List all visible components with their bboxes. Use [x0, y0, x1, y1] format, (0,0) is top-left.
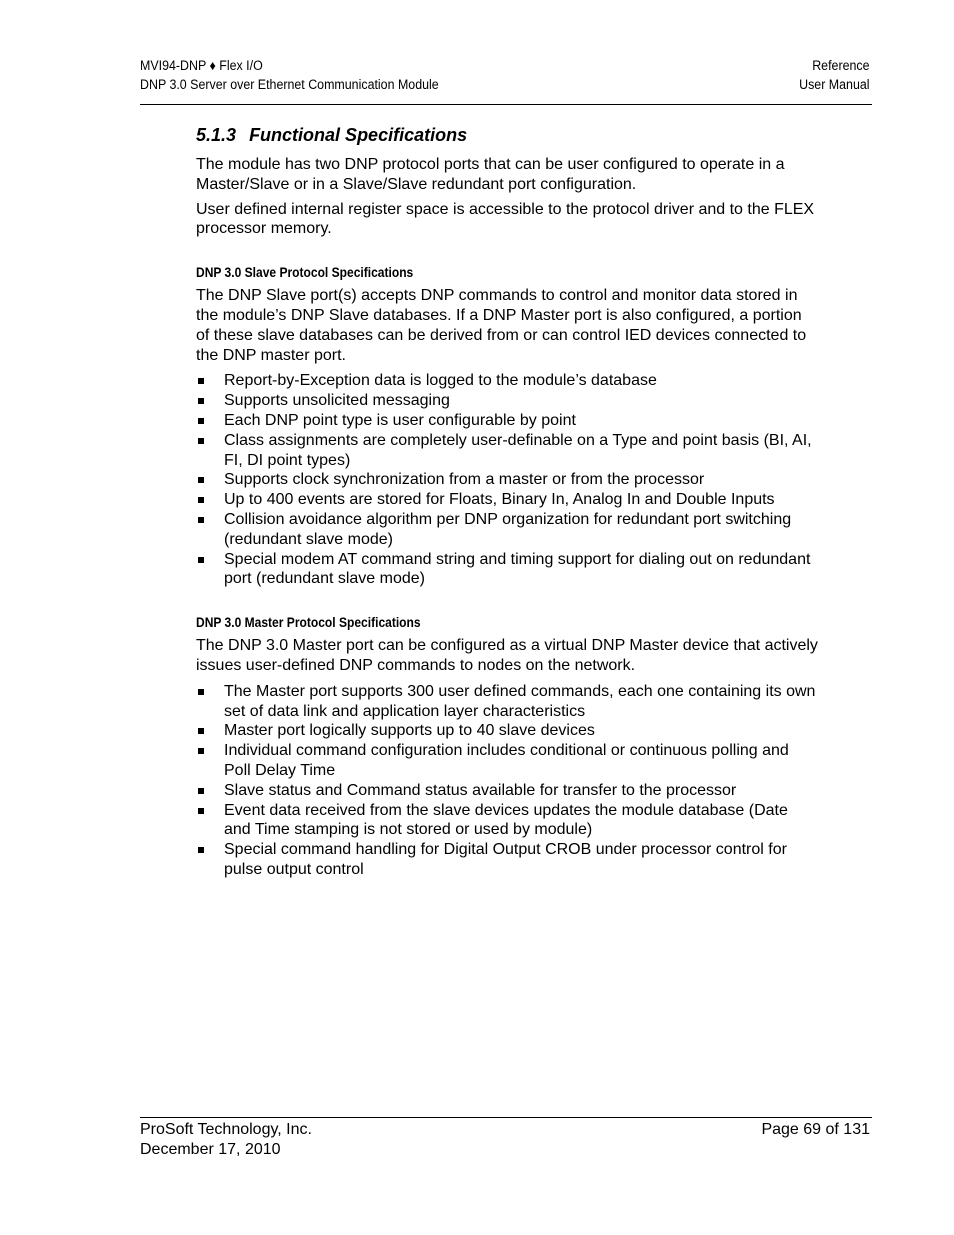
list-item-text: Supports unsolicited messaging [224, 392, 450, 410]
list-item-text: Up to 400 events are stored for Floats, Binary In, Analog In and Double Inputs [224, 491, 775, 509]
footer-company: ProSoft Technology, Inc. [140, 1121, 312, 1138]
list-item-text: Supports clock synchronization from a master or from the processor [224, 471, 705, 489]
list-item [196, 411, 818, 431]
page-content [196, 124, 818, 880]
bullet-icon [198, 438, 204, 444]
master-specs-list [196, 682, 818, 880]
bullet-icon [198, 748, 204, 754]
intro-paragraph: User defined internal register space is accessible to the protocol driver and to the FLEX processor memory. [196, 200, 815, 238]
list-item [196, 470, 818, 490]
list-item-text: Special command handling for Digital Output CROB under processor control for pulse output control [224, 841, 787, 878]
list-item-text: The Master port supports 300 user defined commands, each one containing its own set of data link and application layer characteristics [224, 682, 816, 720]
list-item [196, 801, 818, 841]
bullet-icon [198, 517, 204, 523]
master-specs-heading: DNP 3.0 Master Protocol Specifications [196, 614, 421, 631]
bullet-icon [198, 398, 204, 404]
bullet-icon [198, 378, 204, 384]
list-item [196, 371, 818, 391]
intro-paragraph: The module has two DNP protocol ports that can be user configured to operate in a Master/Slave or in a Slave/Slave redundant port configuration. [196, 156, 785, 193]
list-item-text: Event data received from the slave devices updates the module database (Date and Time stamping is not stored or used by module) [224, 801, 788, 839]
master-specs-paragraph: The DNP 3.0 Master port can be configured as a virtual DNP Master device that actively issues user-defined DNP commands to nodes on the network. [196, 637, 818, 674]
header-product-line: MVI94-DNP ♦ Flex I/O [140, 58, 263, 73]
slave-specs-heading: DNP 3.0 Slave Protocol Specifications [196, 264, 414, 281]
bullet-icon [198, 728, 204, 734]
footer-page-number: Page 69 of 131 [761, 1121, 870, 1138]
bullet-icon [198, 689, 204, 695]
section-title-text: Functional Specifications [249, 125, 468, 145]
header-right [800, 56, 870, 94]
footer-left [140, 1120, 312, 1160]
section-number: 5.1.3 [196, 125, 237, 145]
list-item-text: Special modem AT command string and timing support for dialing out on redundant port (redundant slave mode) [224, 550, 811, 588]
section-title [196, 124, 818, 146]
list-item [196, 721, 818, 741]
bullet-icon [198, 788, 204, 794]
bullet-icon [198, 808, 204, 814]
bullet-icon [198, 418, 204, 424]
footer-date: December 17, 2010 [140, 1140, 281, 1158]
list-item [196, 840, 818, 880]
header-doc-type: User Manual [799, 77, 870, 92]
slave-specs-list [196, 371, 818, 589]
footer-divider [140, 1117, 872, 1118]
list-item-text: Master port logically supports up to 40 slave devices [224, 722, 595, 740]
list-item [196, 391, 818, 411]
list-item [196, 550, 818, 590]
list-item-text: Each DNP point type is user configurable by point [224, 411, 576, 429]
list-item [196, 431, 818, 471]
list-item-text: Collision avoidance algorithm per DNP organization for redundant port switching (redundant slave mode) [224, 510, 792, 548]
list-item-text: Individual command configuration includes conditional or continuous polling and Poll Delay Time [224, 742, 789, 779]
list-item [196, 510, 818, 550]
slave-specs-paragraph: The DNP Slave port(s) accepts DNP commands to control and monitor data stored in the module’s DNP Slave databases. If a DNP Master port is also configured, a portion of these slave databases can be derived from or can control IED devices connected to the DNP master port. [196, 287, 807, 364]
bullet-icon [198, 477, 204, 483]
bullet-icon [198, 557, 204, 563]
list-item [196, 490, 818, 510]
header-section: Reference [812, 58, 870, 73]
list-item-text: Report-by-Exception data is logged to the module’s database [224, 372, 657, 390]
list-item [196, 781, 818, 801]
header-module-name: DNP 3.0 Server over Ethernet Communication Module [140, 77, 439, 92]
list-item [196, 682, 818, 722]
list-item [196, 741, 818, 781]
header-left [140, 56, 439, 94]
header-divider [140, 104, 872, 105]
list-item-text: Slave status and Command status available for transfer to the processor [224, 781, 737, 799]
bullet-icon [198, 497, 204, 503]
bullet-icon [198, 847, 204, 853]
list-item-text: Class assignments are completely user-definable on a Type and point basis (BI, AI, FI, DI point types) [224, 431, 812, 469]
